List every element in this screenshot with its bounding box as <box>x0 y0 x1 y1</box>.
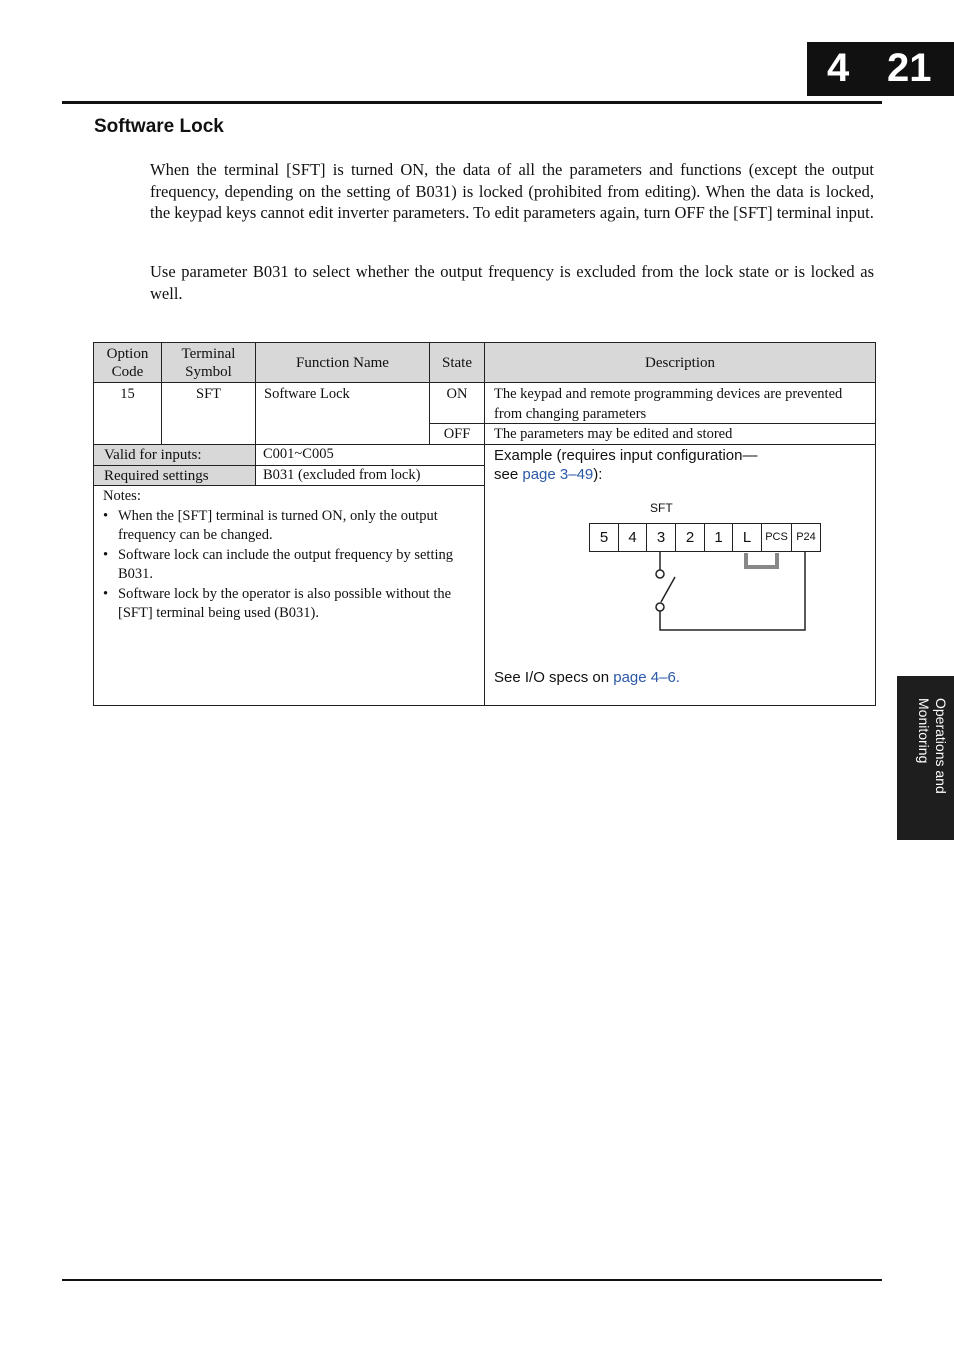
required-settings-value: B031 (excluded from lock) <box>255 465 485 486</box>
note-text: Software lock can include the output frequency by setting B031. <box>118 546 454 582</box>
wire <box>660 552 805 630</box>
option-code-cell: 15 <box>93 382 162 445</box>
chapter-number: 4 <box>827 46 850 90</box>
header-state: State <box>429 342 485 383</box>
jumper-icon <box>746 553 777 567</box>
terminal-2: 2 <box>675 523 705 552</box>
switch-contact <box>656 603 664 611</box>
note-text: When the [SFT] terminal is turned ON, only the output frequency can be changed. <box>118 507 438 543</box>
io-specs-link[interactable]: page 4–6. <box>613 669 680 686</box>
body-paragraph: When the terminal [SFT] is turned ON, the data of all the parameters and functions (except the output frequency, depending on the setting of B031) is locked (prohibited from editing). When the data is locked, the keypad keys cannot edit inverter parameters. To edit parameters again, turn OFF the [SFT] terminal input. <box>150 160 874 222</box>
header-description: Description <box>484 342 876 383</box>
header-option-code <box>93 342 162 383</box>
side-tab-label: Operations and Monitoring <box>916 698 949 794</box>
note-item <box>103 507 478 546</box>
sft-terminal-label: SFT <box>650 501 673 515</box>
terminal-l: L <box>732 523 762 552</box>
chapter-side-tab <box>897 676 954 840</box>
note-text: Software lock by the operator is also possible without the [SFT] terminal being used (B031). <box>118 585 452 621</box>
io-specs-text: See I/O specs on <box>494 669 614 686</box>
terminal-pcs: PCS <box>761 523 792 552</box>
bottom-rule <box>62 1279 882 1281</box>
example-caption <box>494 446 757 484</box>
switch-lever-icon <box>661 577 675 602</box>
bullet: • <box>103 546 109 563</box>
header-option-code-line2: Code <box>111 363 144 380</box>
valid-inputs-label: Valid for inputs: <box>93 444 256 466</box>
bullet: • <box>103 585 109 602</box>
header-option-code-line1: Option <box>106 345 149 362</box>
function-name-cell: Software Lock <box>255 382 430 445</box>
page-number-badge <box>807 42 954 96</box>
state-off-cell: OFF <box>429 423 485 445</box>
caption-end: ): <box>593 466 603 483</box>
terminal-5: 5 <box>589 523 619 552</box>
terminal-1: 1 <box>704 523 733 552</box>
terminal-p24: P24 <box>791 523 821 552</box>
io-specs-note <box>494 668 680 688</box>
note-item <box>103 585 478 624</box>
header-terminal-symbol-line1: Terminal <box>181 345 236 362</box>
section-title: Software Lock <box>94 116 224 137</box>
caption-see: see <box>494 466 523 483</box>
notes-cell <box>93 485 485 706</box>
top-rule <box>62 101 882 104</box>
note-item <box>103 546 478 585</box>
page-number: 21 <box>887 46 932 90</box>
switch-contact <box>656 570 664 578</box>
terminal-symbol-cell: SFT <box>161 382 256 445</box>
state-on-description: The keypad and remote programming devices are prevented from changing parameters <box>484 382 876 424</box>
header-terminal-symbol-line2: Symbol <box>185 363 232 380</box>
valid-inputs-value: C001~C005 <box>255 444 485 466</box>
state-on-cell: ON <box>429 382 485 424</box>
terminal-4: 4 <box>618 523 647 552</box>
header-terminal-symbol <box>161 342 256 383</box>
page-link[interactable]: page 3–49 <box>522 466 594 483</box>
terminal-3: 3 <box>646 523 676 552</box>
required-settings-label: Required settings <box>93 465 256 486</box>
state-off-description: The parameters may be edited and stored <box>484 423 876 445</box>
bullet: • <box>103 507 109 524</box>
header-function-name: Function Name <box>255 342 430 383</box>
notes-title: Notes: <box>103 488 141 504</box>
caption-line1: Example (requires input configuration— <box>494 447 758 464</box>
body-paragraph: Use parameter B031 to select whether the output frequency is excluded from the lock state or is locked as well. <box>150 262 874 303</box>
switch-wiring-diagram <box>640 550 820 635</box>
